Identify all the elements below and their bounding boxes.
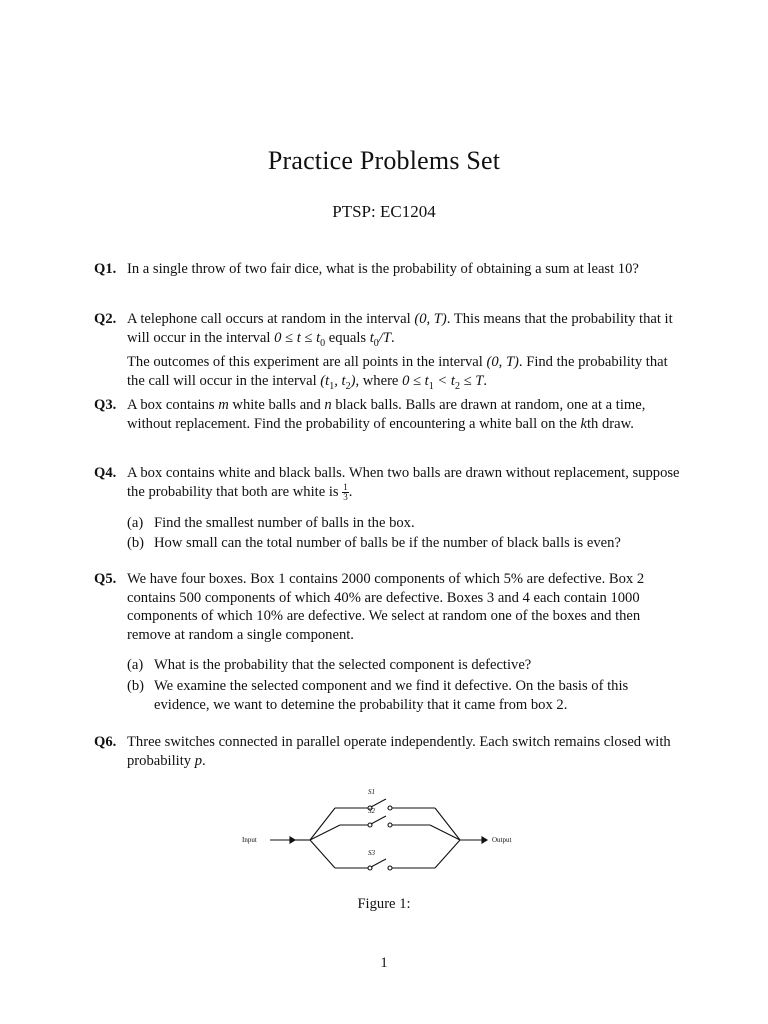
question-number: Q2. [94, 311, 117, 327]
question-2 [94, 310, 684, 396]
question-number: Q1. [94, 261, 117, 277]
question-3 [94, 396, 684, 433]
output-arrow [482, 837, 487, 843]
right-branch-mid [430, 825, 460, 840]
fraction: $\frac{1}{3}$ [343, 481, 348, 502]
question-text: A telephone call occurs at random in the interval (0, T). This means that the probability that it will occur in the interval $0 \le t \le t_0$ equals $t_0/T$. [127, 311, 673, 349]
input-arrow [290, 837, 295, 843]
question-number: Q6. [94, 734, 117, 750]
question-number: Q3. [94, 397, 117, 413]
question-text: A box contains white and black balls. When two balls are drawn without replacement, suppose the probability that both are white is $\frac{1}{3}$ . [127, 465, 680, 502]
question-4 [94, 464, 684, 553]
input-label: Input [242, 836, 257, 844]
question-number: Q5. [94, 571, 117, 587]
page-number: 1 [380, 955, 388, 971]
sub-question-b: (b) How small can the total number of balls be if the number of black balls is even? [127, 535, 621, 552]
switch-3-blade [371, 859, 386, 867]
switch-1-blade [371, 799, 386, 807]
output-label: Output [492, 836, 512, 844]
switch-1-label: S1 [368, 788, 375, 796]
left-branch-top [310, 808, 335, 840]
right-branch-top [435, 808, 460, 840]
switch-3-label: S3 [368, 849, 375, 857]
question-number: Q4. [94, 465, 117, 481]
page-title: Practice Problems Set [267, 146, 501, 175]
switch-2-label: S2 [368, 807, 375, 815]
question-text: In a single throw of two fair dice, what is the probability of obtaining a sum at least 10? [127, 261, 639, 277]
question-text: The outcomes of this experiment are all points in the interval (0, T). Find the probability that the call will occur in the interval ($t_1$, $t_2$), where $0 \le t_1 < t_2 \le T$. [127, 354, 668, 392]
course-subtitle: PTSP: EC1204 [332, 202, 436, 221]
question-text: A box contains m white balls and n black balls. Balls are drawn at random, one at a time, without replacement. Find the probability of encountering a white ball on the kth draw. [127, 397, 646, 432]
sub-question-a: (a) Find the smallest number of balls in the box. [127, 514, 415, 531]
parallel-switch-diagram [240, 780, 530, 880]
question-text: Three switches connected in parallel operate independently. Each switch remains closed with probability p. [127, 734, 671, 769]
sub-question-b: (b) We examine the selected component and we find it defective. On the basis of this evidence, we want to detemine the probability that it came from box 2. [127, 677, 629, 713]
right-branch-bottom [435, 840, 460, 868]
left-branch-bottom [310, 840, 335, 868]
figure-caption: Figure 1: [357, 896, 411, 912]
question-1 [94, 260, 684, 279]
switch-2-blade [371, 816, 386, 824]
left-branch-mid [310, 825, 340, 840]
sub-question-a: (a) What is the probability that the selected component is defective? [127, 657, 532, 674]
question-5 [94, 570, 684, 714]
question-6 [94, 733, 684, 770]
question-text: We have four boxes. Box 1 contains 2000 components of which 5% are defective. Box 2 contains 500 components of which 40% are defective. Boxes 3 and 4 each contain 1000 components of which 10% are defective. We select at random one of the boxes and then remove at random a single component. [127, 571, 645, 643]
